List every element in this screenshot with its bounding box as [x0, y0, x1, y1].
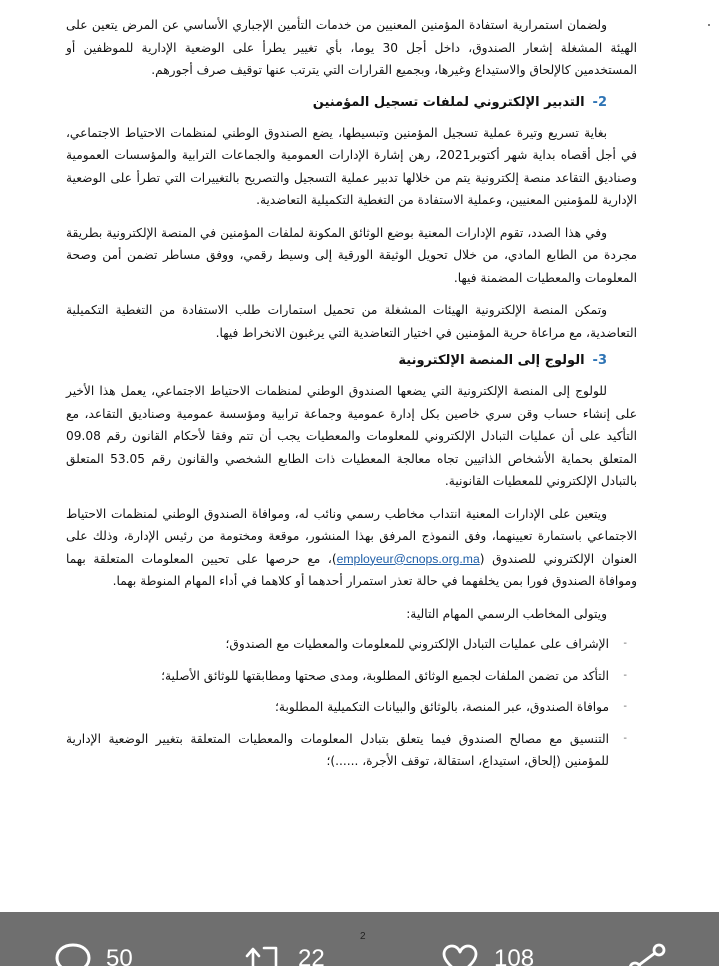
bullet-dash: -	[623, 669, 627, 681]
section-title: التدبير الإلكتروني لملفات تسجيل المؤمنين	[312, 94, 585, 110]
retweet-count: 22	[298, 945, 325, 966]
like-button[interactable]	[440, 942, 534, 966]
comment-count: 50	[106, 945, 133, 966]
section-heading-2	[66, 92, 637, 114]
list-item	[66, 665, 637, 688]
list-item-text: موافاة الصندوق، عبر المنصة، بالوثائق والبيانات التكميلية المطلوبة؛	[275, 700, 609, 714]
document-body	[66, 14, 637, 782]
section-heading-3	[66, 350, 637, 372]
share-icon	[626, 942, 668, 966]
list-item	[66, 633, 637, 656]
paragraph: بغاية تسريع وتيرة عملية تسجيل المؤمنين وتبسيطها، يضع الصندوق الوطني لمنظمات الاحتياط الاجتماعي، في أجل أقصاه بداية شهر أكتوبر2021، رهن إشارة الإدارات العمومية والجماعات الترابية والمؤسسات العمومية وصناديق التقاعد منصة إلكترونية يتم من خلالها تدبير عملية التسجيل والتصريح بالتغييرات التي تطرأ على الوضعية الإدارية للمؤمنين المعنيين، وعملية الاستفادة من التغطية التكميلية التعاضدية.	[66, 125, 637, 207]
share-button[interactable]	[626, 942, 668, 966]
paragraph-intro: ولضمان استمرارية استفادة المؤمنين المعنيين من خدمات التأمين الإجباري الأساسي عن المرض يتعين على الهيئة المشغلة إشعار الصندوق، داخل أجل 30 يوما، بأي تغيير يطرأ على الوضعية الإدارية للموظفين أو المستخدمين كالإلحاق والاستيداع وغيرها، وبجميع القرارات التي يترتب عنها توقيف صرف أجورهم.	[66, 18, 638, 77]
bullet-dash: -	[623, 638, 627, 649]
retweet-button[interactable]	[244, 942, 325, 966]
paragraph: للولوج إلى المنصة الإلكترونية التي يضعها الصندوق الوطني لمنظمات الاحتياط الاجتماعي، يعمل هذا الأخير على إنشاء حساب وقن سري خاصين بكل إدارة عمومية وجماعة ترابية ومؤسسة عمومية وصناديق التقاعد، مع التأكيد على أن عمليات التبادل الإلكتروني للمعلومات والمعطيات يجب أن تتم وفقا لأحكام القانون رقم 09.08 المتعلق بحماية الأشخاص الذاتيين تجاه معالجة المعطيات ذات الطابع الشخصي والقانون رقم 53.05 المتعلق بالتبادل الإلكتروني للمعطيات القانونية.	[66, 384, 637, 488]
list-item	[66, 728, 637, 773]
list-item-text: التأكد من تضمن الملفات لجميع الوثائق المطلوبة، ومدى صحتها ومطابقتها للوثائق الأصلية؛	[161, 668, 609, 683]
margin-dot	[708, 24, 710, 26]
bullet-dash: -	[623, 701, 627, 712]
retweet-icon	[244, 942, 284, 966]
tasks-list	[66, 633, 637, 773]
heart-icon	[440, 942, 480, 966]
comment-button[interactable]	[54, 942, 133, 966]
section-title: الولوج إلى المنصة الإلكترونية	[398, 353, 585, 368]
list-item-text: التنسيق مع مصالح الصندوق فيما يتعلق بتبادل المعلومات والمعطيات المتعلقة بتغيير الوضعية الإدارية للمؤمنين (إلحاق، استيداع، استقالة، توقف الأجرة، ......)؛	[66, 731, 609, 768]
tasks-intro: ويتولى المخاطب الرسمي المهام التالية:	[406, 606, 607, 621]
paragraph-text: ويتعين على الإدارات المعنية انتداب مخاطب رسمي ونائب له، وموافاة الصندوق الوطني لمنظمات الاحتياط الاجتماعي باستمارة تعيينهما، وفق النموذج المرفق بهذا المنشور، موقعة ومختومة من رئيس الإدارة، وذلك على العنوان الإلكتروني للصندوق (	[66, 506, 637, 566]
like-count: 108	[494, 945, 535, 966]
paragraph: وتمكن المنصة الإلكترونية الهيئات المشغلة من تحميل استمارات طلب الاستفادة من التغطية التكميلية التعاضدية، مع مراعاة حرية المؤمنين في اختيار التعاضدية التي يرغبون الانخراط فيها.	[66, 303, 637, 340]
list-item-text: الإشراف على عمليات التبادل الإلكتروني للمعلومات والمعطيات مع الصندوق؛	[225, 637, 609, 651]
paragraph-with-email	[66, 503, 637, 593]
section-number: -3	[592, 353, 607, 368]
comment-icon	[54, 942, 92, 966]
list-item	[66, 696, 637, 719]
email-link[interactable]: employeur@cnops.org.ma	[336, 551, 480, 566]
bullet-dash: -	[623, 732, 627, 744]
paragraph-text: )، مع حرصها على تحيين المعلومات المتعلقة بهما وموافاة الصندوق فورا بمن يخلفهما في حالة تعذر استمرار أحدهما أو كلاهما في أداء المهام المنوطة بهما.	[66, 551, 637, 588]
section-number: -2	[592, 94, 607, 110]
page-number: 2	[360, 931, 366, 942]
action-bar	[0, 912, 719, 966]
paragraph: وفي هذا الصدد، تقوم الإدارات المعنية بوضع الوثائق المكونة لملفات المؤمنين في المنصة الإلكترونية بطريقة مجردة من الطابع المادي، من خلال تحويل الوثيقة الورقية إلى وسيط رقمي، ووفق مساطر تضمن أمن وصحة المعلومات والمعطيات المضمنة فيها.	[66, 225, 637, 285]
